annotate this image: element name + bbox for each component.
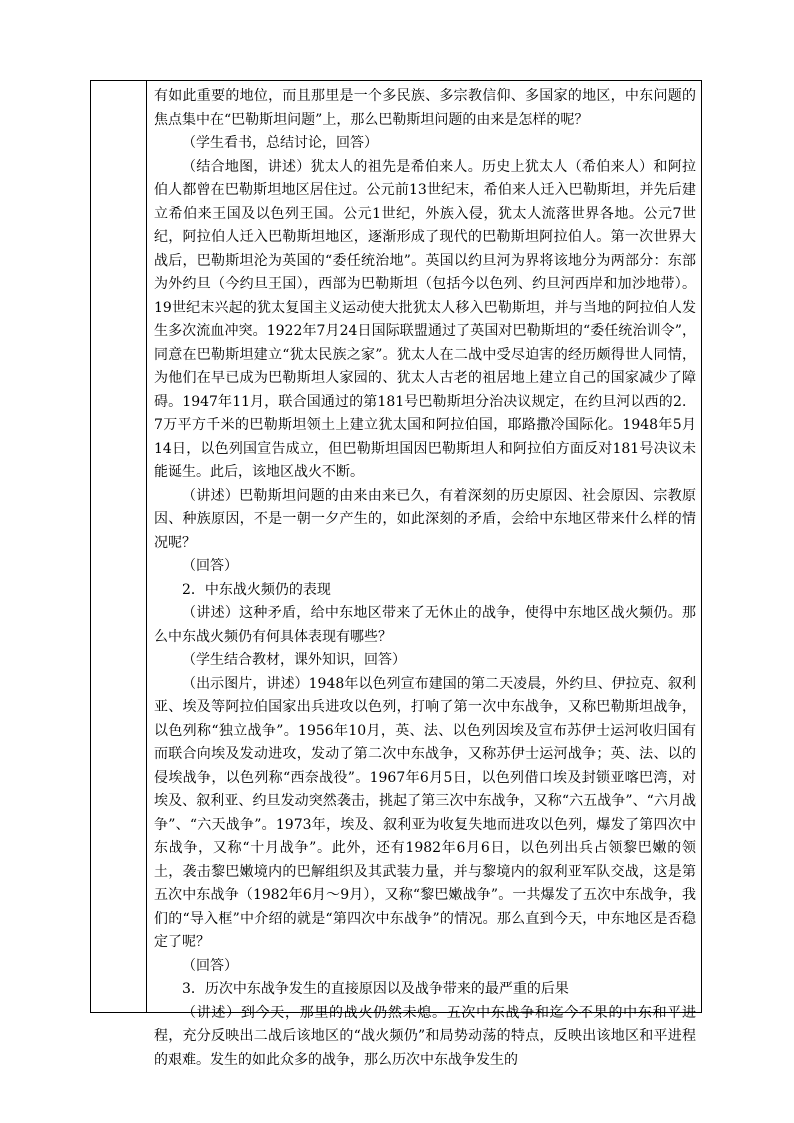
table-column-divider: [146, 81, 147, 1012]
paragraph-student-activity: （学生看书，总结讨论，回答）: [182, 135, 378, 151]
paragraph-student-activity: （学生结合教材，课外知识，回答）: [182, 652, 406, 668]
paragraph-answer: （回答）: [182, 957, 238, 974]
section-heading-2: 2．中东战火频仍的表现: [182, 581, 331, 598]
paragraph-teacher-narration: （讲述）到今天，那里的战火仍然未熄。五次中东战争和迄今不果的中东和平进程，充分反映出二战后该地区的“战火频仍”和局势动荡的特点，反映出该地区和平进程的艰难。发生的如此众多的战争，那么历次中东战争发生的: [154, 1004, 696, 1068]
paragraph-answer: （回答）: [182, 558, 238, 574]
lesson-content-cell: [154, 85, 696, 1068]
lesson-table: [90, 80, 702, 1068]
paragraph-wars-narration: （出示图片，讲述）1948年以色列宣布建国的第二天凌晨，外约旦、伊拉克、叙利亚、埃及等阿拉伯国家出兵进攻以色列，打响了第一次中东战争，又称巴勒斯坦战争，以色列称“独立战争”。1956年10月，英、法、以色列因埃及宣布苏伊士运河收归国有而联合向埃及发动进攻，发动了第二次中东战争，又称苏伊士运河战争；英、法、以的侵埃战争，以色列称“西奈战役”。1967年6月5日，以色列借口埃及封锁亚喀巴湾，对埃及、叙利亚、约旦发动突然袭击，挑起了第三次中东战争，又称“六五战争”、“六月战争”、“六天战争”。1973年，埃及、叙利亚为收复失地而进攻以色列，爆发了第四次中东战争，又称“十月战争”。此外，还有1982年6月6日，以色列出兵占领黎巴嫩的领土，袭击黎巴嫩境内的巴解组织及其武装力量，并与黎境内的叙利亚军队交战，这是第五次中东战争（1982年6月～9月），又称“黎巴嫩战争”。一共爆发了五次中东战争，我们的“导入框”中介绍的就是“第四次中东战争”的情况。那么直到今天，中东地区是否稳定了呢？: [154, 675, 696, 950]
section-heading-3: 3．历次中东战争发生的直接原因以及战争带来的最严重的后果: [182, 981, 569, 997]
paragraph-history-narration: （结合地图，讲述）犹太人的祖先是希伯来人。历史上犹太人（希伯来人）和阿拉伯人都曾在巴勒斯坦地区居住过。公元前13世纪末，希伯来人迁入巴勒斯坦，并先后建立希伯来王国及以色列王国。公元1世纪，外族入侵，犹太人流落世界各地。公元7世纪，阿拉伯人迁入巴勒斯坦地区，逐渐形成了现代的巴勒斯坦阿拉伯人。第一次世界大战后，巴勒斯坦沦为英国的“委任统治地”。英国以约旦河为界将该地分为两部分：东部为外约旦（今约旦王国），西部为巴勒斯坦（包括今以色列、约旦河西岸和加沙地带）。19世纪末兴起的犹太复国主义运动使大批犹太人移入巴勒斯坦，并与当地的阿拉伯人发生多次流血冲突。1922年7月24日国际联盟通过了英国对巴勒斯坦的“委任统治训令”，同意在巴勒斯坦建立“犹太民族之家”。犹太人在二战中受尽迫害的经历颇得世人同情，为他们在早已成为巴勒斯坦人家园的、犹太人古老的祖居地上建立自己的国家减少了障碍。1947年11月，联合国通过的第181号巴勒斯坦分治决议规定，在约旦河以西的2．7万平方千米的巴勒斯坦领土上建立犹太国和阿拉伯国，耶路撒冷国际化。1948年5月14日，以色列国宣告成立，但巴勒斯坦国因巴勒斯坦人和阿拉伯方面反对181号决议未能诞生。此后，该地区战火不断。: [154, 158, 696, 480]
paragraph-teacher-narration: （讲述）巴勒斯坦问题的由来由来已久，有着深刻的历史原因、社会原因、宗教原因、种族原因，不是一朝一夕产生的，如此深刻的矛盾，会给中东地区带来什么样的情况呢？: [154, 487, 696, 551]
paragraph-intro: 有如此重要的地位，而且那里是一个多民族、多宗教信仰、多国家的地区，中东问题的焦点集中在“巴勒斯坦问题”上，那么巴勒斯坦问题的由来是怎样的呢？: [154, 88, 696, 128]
paragraph-teacher-narration: （讲述）这种矛盾，给中东地区带来了无休止的战争，使得中东地区战火频仍。那么中东战火频仍有何具体表现有哪些？: [154, 605, 696, 645]
